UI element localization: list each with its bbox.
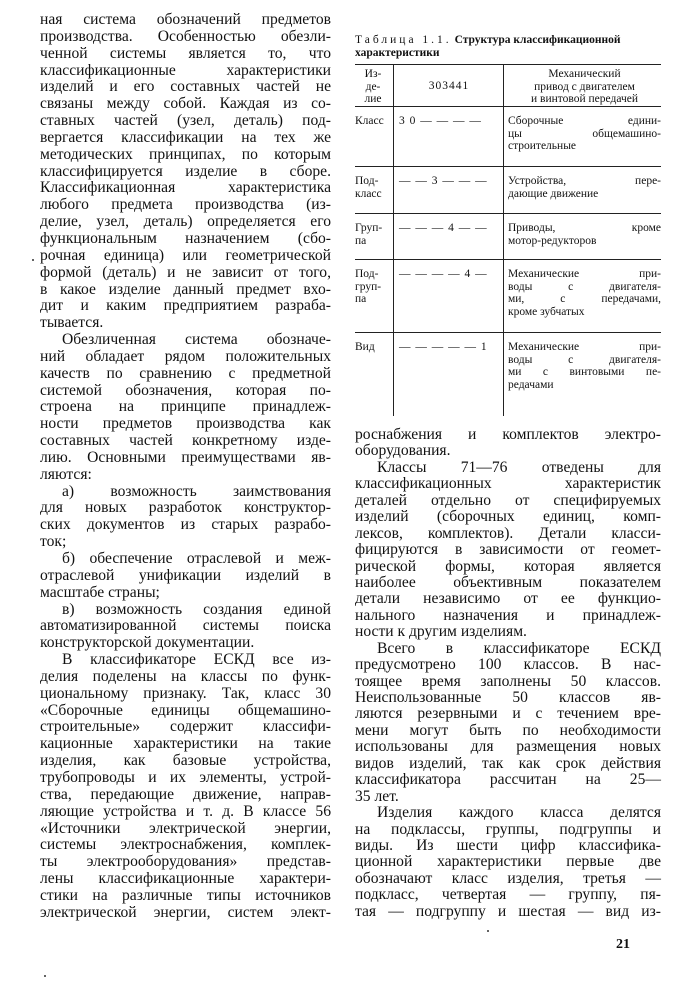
cell-line: Из- <box>364 68 382 80</box>
table-rule <box>355 64 661 65</box>
text-line: ток; <box>40 533 67 551</box>
text-line: тоящее время заполнены 50 классов. <box>355 672 661 690</box>
row-code-cell: — — — 4 — — <box>399 222 488 234</box>
left-text-column <box>40 12 331 922</box>
text-line: классификатора рассчитан на 25— <box>355 771 661 789</box>
classification-structure-table <box>355 64 661 416</box>
cell-line: кроме зубчатых <box>508 305 585 318</box>
text-line: б) обеспечение отраслевой и меж- <box>62 550 331 567</box>
paragraph <box>40 551 331 602</box>
text-line: роснабжения и комплектов электро- <box>355 426 661 443</box>
text-line: трубопроводы и их элементы, устрой- <box>40 768 331 786</box>
text-line: делие, узел, деталь) определяется его <box>40 213 331 231</box>
text-line: составных частей конкретному изде- <box>40 432 331 450</box>
table-rule <box>355 166 661 167</box>
cell-line: и винтовой передачей <box>530 93 639 105</box>
row-code-cell: 3 0 — — — — <box>399 115 482 127</box>
text-line: Классы 71—76 отведены для <box>377 458 661 476</box>
table-caption-label: Таблица 1.1. <box>355 34 452 46</box>
text-line: на подклассы, группы, подгруппы и <box>355 820 661 838</box>
paragraph <box>355 460 661 641</box>
text-line: ты электрооборудования» представ- <box>40 853 331 871</box>
text-line: делия поделены на классы по функ- <box>40 667 331 685</box>
text-line: строительные» содержит классифи- <box>40 718 331 736</box>
row-description-cell <box>508 175 661 200</box>
text-line: конструкторской документации. <box>40 634 255 652</box>
row-description-cell <box>508 341 661 391</box>
cell-line: привод с двигателем <box>534 80 635 93</box>
text-line: мени могут быть по необходимости <box>355 721 661 739</box>
row-description-cell <box>508 115 661 153</box>
paragraph <box>40 12 331 332</box>
text-line: электрической энергии, систем элект- <box>40 903 331 921</box>
text-line: ляющие устройства и т. д. В классе 56 <box>40 802 331 820</box>
text-line: оборудования. <box>355 442 451 460</box>
cell-line: воды с двигателя- <box>508 353 661 366</box>
text-line: Изделия каждого класса делятся <box>377 804 661 822</box>
text-line: методических принципах, по которым <box>40 145 331 163</box>
text-line: ляются резервными и с течением вре- <box>355 705 661 723</box>
text-line: изделия, как базовые устройства, <box>40 752 331 770</box>
table-rule <box>355 332 661 333</box>
text-line: фицируются в зависимости от геомет- <box>355 541 661 559</box>
text-line: для новых разработок конструктор- <box>40 499 331 517</box>
table-rule <box>355 259 661 260</box>
text-line: ности предметов производства как <box>40 415 331 433</box>
text-line: ства, передающие движение, направ- <box>40 785 331 803</box>
text-line: стики на различные типы источников <box>40 886 331 904</box>
cell-line: Сборочные едини- <box>508 115 661 127</box>
text-line: классификационные характеристики <box>40 61 331 79</box>
row-code-cell: — — — — — 1 <box>399 341 488 353</box>
cell-line: воды с двигателя- <box>508 280 661 293</box>
cell-line: Под- <box>355 175 379 187</box>
row-description-cell <box>508 222 661 247</box>
paragraph <box>40 332 331 484</box>
row-code-cell: — — — — 4 — <box>399 268 488 280</box>
text-line: тывается. <box>40 314 104 332</box>
cell-line: цы общемашино- <box>508 127 661 140</box>
paragraph <box>40 602 331 653</box>
text-line: классифицируется изделие в сборе. <box>40 162 331 180</box>
text-line: рочная единица) или геометрической <box>40 246 331 264</box>
text-line: автоматизированной системы поиска <box>40 617 331 635</box>
text-line: связаны между собой. Каждая из со- <box>40 95 331 113</box>
text-line: В классификаторе ЕСКД все из- <box>62 651 331 669</box>
text-line: в) возможность создания единой <box>62 600 331 618</box>
text-line: циональному признаку. Так, класс 30 <box>40 684 331 702</box>
cell-line: Приводы, кроме <box>508 222 661 234</box>
text-line: ченной системы является то, что <box>40 44 331 62</box>
table-column-rule <box>393 64 394 416</box>
cell-line: Устройства, пере- <box>508 175 661 187</box>
table-rule <box>355 213 661 214</box>
text-line: кационные характеристики на такие <box>40 735 331 753</box>
text-line: «Сборочные единицы общемашино- <box>40 701 331 719</box>
text-line: дит и каким предприятием разраба- <box>40 297 331 315</box>
cell-line: Механический <box>548 68 621 80</box>
text-line: деталей отдельно от специфируемых <box>355 491 661 509</box>
text-line: Обезличенная система обозначе- <box>62 331 331 349</box>
table-column-rule <box>503 64 504 416</box>
header-example-cell <box>508 68 661 106</box>
text-line: ний обладает рядом положительных <box>40 347 331 365</box>
text-line: любого предмета производства (из- <box>40 196 331 214</box>
text-line: качеств по сравнению с предметной <box>40 364 331 382</box>
text-line: тая — подгруппу и шестая — вид из- <box>355 902 661 920</box>
text-line: ная система обозначений предметов <box>40 11 331 28</box>
paragraph <box>355 427 661 460</box>
cell-line: груп- <box>355 280 382 293</box>
paragraph <box>40 484 331 551</box>
text-line: изделий и его составных частей не <box>40 78 331 96</box>
text-line: системой обозначения, которая по- <box>40 381 331 399</box>
row-level-cell <box>355 268 391 306</box>
table-rule <box>355 106 661 107</box>
text-line: ности к другим изделиям. <box>355 623 527 641</box>
row-level-cell <box>355 115 391 128</box>
row-description-cell <box>508 268 661 318</box>
cell-line: строительные <box>508 140 577 152</box>
text-line: виды. Из шести цифр классифика- <box>355 836 661 854</box>
text-line: а) возможность заимствования <box>62 482 331 500</box>
scan-speck <box>487 930 489 932</box>
page-number: 21 <box>616 937 630 952</box>
text-line: Неиспользованные 50 классов яв- <box>355 689 661 706</box>
paragraph <box>40 652 331 922</box>
cell-line: Под- <box>355 268 379 280</box>
text-line: Всего в классификаторе ЕСКД <box>377 639 661 657</box>
text-line: изделий (сборочных единиц, комп- <box>355 508 661 526</box>
text-line: системы электроснабжения, комплек- <box>40 836 331 854</box>
cell-line: Механические при- <box>508 341 661 353</box>
text-line: видов изделий, так как срок действия <box>355 754 661 772</box>
text-line: лены классификационные характери- <box>40 870 331 888</box>
text-line: «Источники электрической энергии, <box>40 819 331 837</box>
text-line: строена на принципе принадлеж- <box>40 398 331 416</box>
header-item-cell <box>355 68 391 106</box>
cell-line: па <box>355 293 367 305</box>
text-line: в какое изделие данный предмет вхо- <box>40 280 331 298</box>
text-line: обозначают класс изделия, третья — <box>355 869 661 887</box>
scan-speck <box>44 975 46 977</box>
table-caption <box>355 34 661 60</box>
text-line: 35 лет. <box>355 787 399 805</box>
row-level-cell <box>355 341 391 354</box>
cell-line: редачами <box>508 378 554 391</box>
cell-line: Груп- <box>355 222 383 234</box>
text-line: функциональным назначением (сбо- <box>40 229 331 247</box>
cell-line: па <box>355 234 367 247</box>
cell-line: ми с винтовыми пе- <box>508 366 661 378</box>
cell-line: класс <box>355 187 382 200</box>
text-line: производства. Особенностью обезли- <box>40 27 331 45</box>
scan-speck <box>32 259 34 261</box>
paragraph <box>355 641 661 805</box>
row-level-cell <box>355 222 391 247</box>
text-line: классификационных характеристик <box>355 475 661 493</box>
text-line: масштабе страны; <box>40 583 160 601</box>
header-code-cell: 303441 <box>428 80 470 92</box>
right-text-column <box>355 427 661 920</box>
cell-line: дающие движение <box>508 187 599 200</box>
table-caption-title: Структура классификационной характеристики <box>355 34 621 59</box>
text-line: детали независимо от ее функцио- <box>355 590 661 608</box>
cell-line: мотор-редукторов <box>508 234 597 247</box>
text-line: использованы для размещения новых <box>355 738 661 756</box>
cell-line: де- <box>365 80 381 93</box>
text-line: нального назначения и принадлеж- <box>355 606 661 624</box>
text-line: подкласс, четвертая — группу, пя- <box>355 886 661 904</box>
cell-line: Класс <box>355 115 384 127</box>
text-line: ставных частей (узел, деталь) под- <box>40 112 331 130</box>
text-line: формой (деталь) и не зависит от того, <box>40 263 331 281</box>
row-level-cell <box>355 175 391 200</box>
text-line: Классификационная характеристика <box>40 179 331 197</box>
row-code-cell: — — 3 — — — <box>399 175 488 187</box>
text-line: ских документов из старых разрабо- <box>40 516 331 534</box>
text-line: вергается классификации на тех же <box>40 128 331 146</box>
text-line: ляются: <box>40 465 92 483</box>
cell-line: Вид <box>355 341 375 353</box>
paragraph <box>355 805 661 920</box>
text-line: отраслевой унификации изделий в <box>40 566 331 584</box>
text-line: предусмотрено 100 классов. В нас- <box>355 656 661 674</box>
cell-line: Механические при- <box>508 268 661 280</box>
text-line: ционной характеристики первые две <box>355 853 661 871</box>
text-line: рической формы, которая является <box>355 557 661 575</box>
text-line: наиболее объективным показателем <box>355 573 661 591</box>
cell-line: лие <box>364 93 382 105</box>
text-line: лексов, комплектов). Детали класси- <box>355 524 661 542</box>
cell-line: ми, с передачами, <box>508 293 661 305</box>
text-line: лию. Основными преимуществами яв- <box>40 448 331 466</box>
